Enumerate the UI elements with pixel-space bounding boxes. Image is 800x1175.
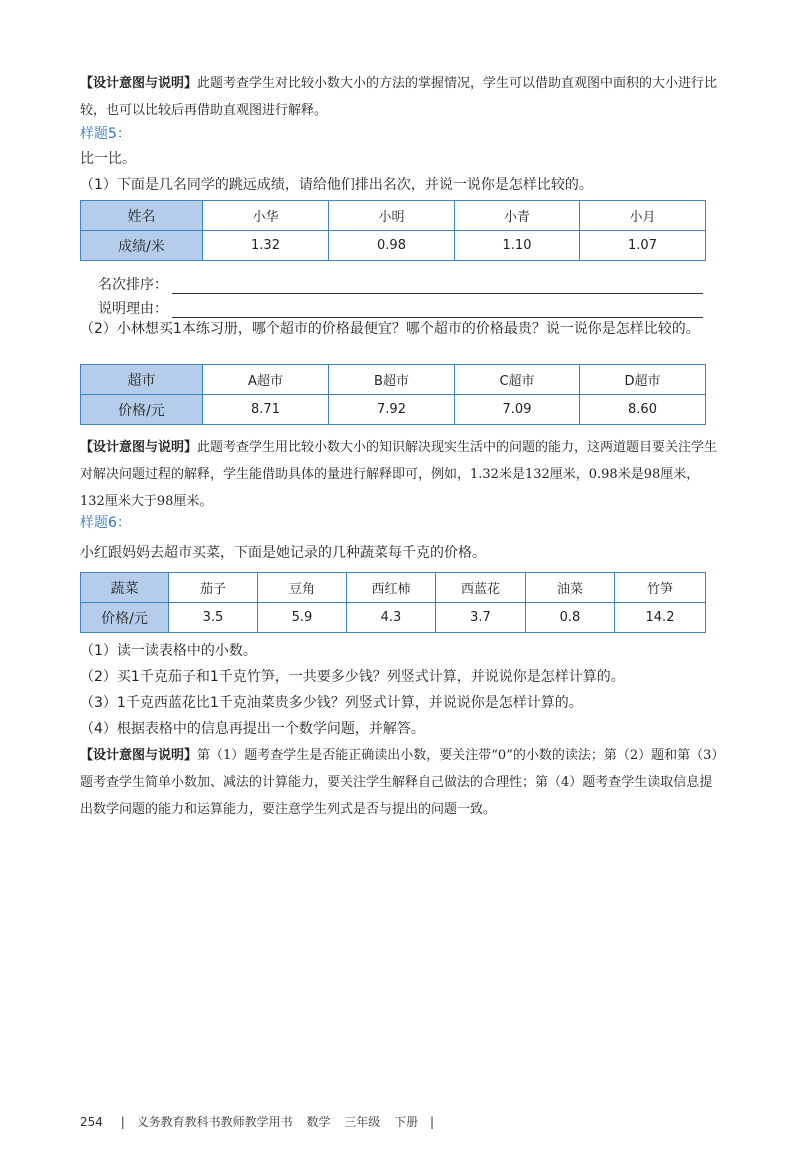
table-cell: 3.5 — [169, 603, 258, 633]
table-cell: 4.3 — [347, 603, 436, 633]
table-row — [81, 231, 706, 261]
design-note-text: 此题考查学生用比较小数大小的知识解决现实生活中的问题的能力，这两道题目要关注学生对解决问题过程的解释，学生能借助具体的量进行解释即可，例如，1.32米是132厘米，0.98米是98厘米，132厘米大于98厘米。 — [80, 440, 718, 509]
rank-label: 名次排序： — [98, 277, 168, 293]
grade-label: 三年级 — [344, 1115, 381, 1129]
table-cell: 1.32 — [203, 231, 329, 261]
sample-6-item-3: （3）1千克西蓝花比1千克油菜贵多少钱？列竖式计算，并说说你是怎样计算的。 — [80, 695, 583, 711]
sample-5-heading: 样题5： — [80, 126, 131, 142]
sample-5-part-2: （2）小林想买1本练习册，哪个超市的价格最便宜？哪个超市的价格最贵？说一说你是怎样比较的。 — [80, 321, 700, 337]
table-cell: 0.8 — [526, 603, 615, 633]
table-cell: B超市 — [329, 365, 455, 395]
volume-label: 下册 — [394, 1115, 419, 1129]
table-row — [81, 201, 706, 231]
sample-5-design-note — [80, 434, 720, 515]
supermarket-price-table — [80, 364, 706, 425]
table-cell: 3.7 — [436, 603, 526, 633]
sample-5-lead: 比一比。 — [80, 151, 136, 167]
table-header-cell: 超市 — [81, 365, 203, 395]
long-jump-table — [80, 200, 706, 261]
table-cell: 8.60 — [580, 395, 706, 425]
table-cell: 5.9 — [258, 603, 347, 633]
table-cell: 0.98 — [329, 231, 455, 261]
reason-answer-line[interactable] — [98, 294, 703, 318]
table-cell: 14.2 — [615, 603, 706, 633]
table-cell: 8.71 — [203, 395, 329, 425]
table-cell: 茄子 — [169, 573, 258, 603]
table-cell: 7.09 — [455, 395, 580, 425]
sample-6-item-2: （2）买1千克茄子和1千克竹笋，一共要多少钱？列竖式计算，并说说你是怎样计算的。 — [80, 669, 625, 685]
sample-6-lead: 小红跟妈妈去超市买菜，下面是她记录的几种蔬菜每千克的价格。 — [80, 545, 486, 561]
table-cell: 油菜 — [526, 573, 615, 603]
table-cell: A超市 — [203, 365, 329, 395]
sample-6-heading: 样题6： — [80, 515, 131, 531]
rank-blank[interactable] — [172, 277, 703, 294]
table-cell: 西蓝花 — [436, 573, 526, 603]
design-note-text: 第（1）题考查学生是否能正确读出小数，要关注带“0”的小数的读法；第（2）题和第（3）题考查学生简单小数加、减法的计算能力，要关注学生解释自己做法的合理性；第（4）题考查学生读取信息提出数学问题的能力和运算能力，要注意学生列式是否与提出的问题一致。 — [80, 748, 718, 817]
table-cell: 小青 — [455, 201, 580, 231]
table-row — [81, 395, 706, 425]
table-cell: 西红柿 — [347, 573, 436, 603]
table-cell: 小明 — [329, 201, 455, 231]
design-note-tag: 【设计意图与说明】 — [80, 440, 198, 455]
table-cell: 1.10 — [455, 231, 580, 261]
table-row — [81, 603, 706, 633]
table-header-cell: 成绩/米 — [81, 231, 203, 261]
table-row — [81, 573, 706, 603]
subject-label: 数学 — [306, 1115, 331, 1129]
table-cell: 竹笋 — [615, 573, 706, 603]
table-cell: 豆角 — [258, 573, 347, 603]
table-cell: 1.07 — [580, 231, 706, 261]
table-cell: 小华 — [203, 201, 329, 231]
sample-5-part-1: （1）下面是几名同学的跳远成绩，请给他们排出名次，并说一说你是怎样比较的。 — [80, 177, 593, 193]
sample-6-item-4: （4）根据表格中的信息再提出一个数学问题，并解答。 — [80, 721, 425, 737]
reason-label: 说明理由： — [98, 301, 168, 317]
design-note-tag: 【设计意图与说明】 — [80, 748, 198, 763]
table-cell: 7.92 — [329, 395, 455, 425]
table-header-cell: 价格/元 — [81, 395, 203, 425]
page-number: 254 — [80, 1115, 103, 1129]
sample-6-item-1: （1）读一读表格中的小数。 — [80, 643, 257, 659]
design-note-text: 此题考查学生对比较小数大小的方法的掌握情况，学生可以借助直观图中面积的大小进行比较，也可以比较后再借助直观图进行解释。 — [80, 76, 718, 118]
vegetable-price-table — [80, 572, 706, 633]
table-cell: 小月 — [580, 201, 706, 231]
table-header-cell: 价格/元 — [81, 603, 169, 633]
table-cell: C超市 — [455, 365, 580, 395]
sample-6-design-note — [80, 742, 720, 823]
page-footer — [80, 1113, 434, 1130]
book-title: 义务教育教科书教师教学用书 — [136, 1115, 293, 1129]
intro-design-note — [80, 70, 720, 124]
rank-answer-line[interactable] — [98, 270, 703, 294]
footer-separator: | — [120, 1115, 125, 1129]
table-cell: D超市 — [580, 365, 706, 395]
footer-separator: | — [429, 1115, 435, 1129]
design-note-tag: 【设计意图与说明】 — [80, 76, 198, 91]
table-row — [81, 365, 706, 395]
table-header-cell: 蔬菜 — [81, 573, 169, 603]
table-header-cell: 姓名 — [81, 201, 203, 231]
